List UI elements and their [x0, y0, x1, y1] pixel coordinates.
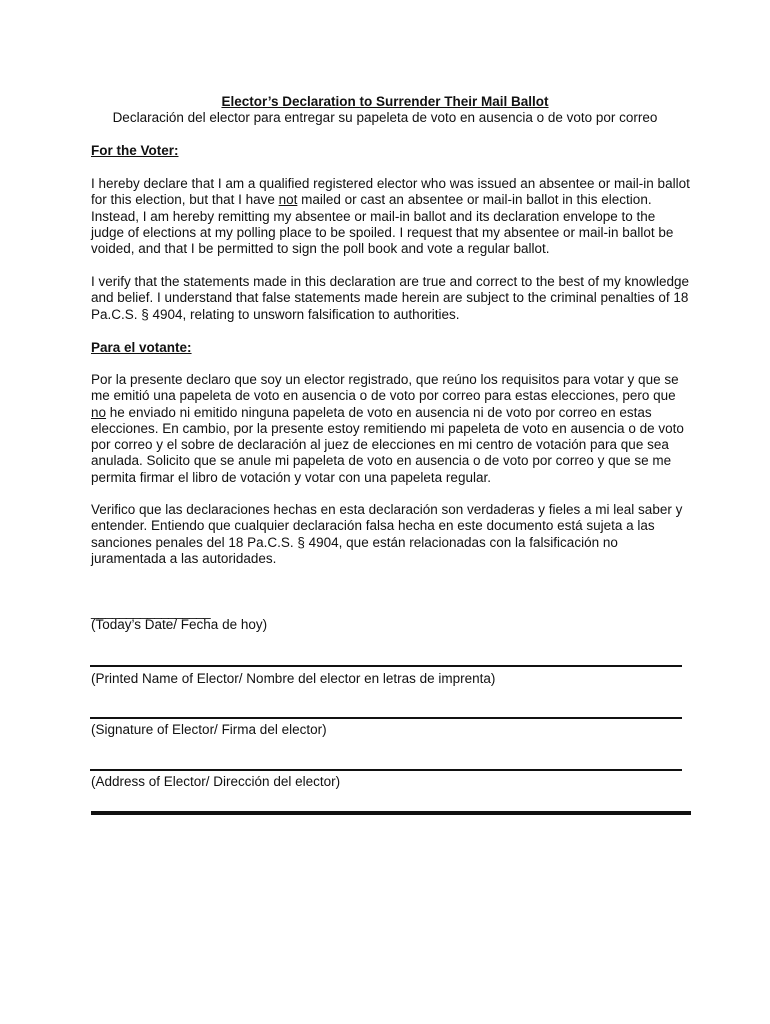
no-emphasis: no: [91, 404, 107, 420]
votante-declaration-text-end: he enviado ni emitido ninguna papeleta de voto en ausencia ni de voto por correo en estas elecciones. En cambio, por la presente estoy remitiendo mi papeleta de voto en ausencia o de voto por correo y el sobre de declaración al juez de elecciones en mi centro de votación para que sea anulada. Solicito que se anule mi papeleta de voto en ausencia o de voto por correo y que se me permita firmar el libro de votación y votar con una papeleta regular.: [91, 404, 684, 485]
not-emphasis: not: [278, 192, 298, 208]
votante-heading: Para el votante:: [91, 340, 192, 355]
voter-heading: For the Voter:: [91, 143, 179, 158]
printed-name-label: (Printed Name of Elector/ Nombre del elector en letras de imprenta): [91, 671, 496, 686]
voter-declaration-text-end: mailed or cast an absentee or mail-in ballot in this election. Instead, I am hereby remitting my absentee or mail-in ballot and its declaration envelope to the judge of elections at my polling place to be spoiled. I request that my absentee or mail-in ballot be voided, and that I be permitted to sign the poll book and vote a regular ballot.: [91, 192, 674, 257]
votante-declaration-paragraph: [91, 372, 691, 486]
date-blank-line[interactable]: _________________: [91, 604, 211, 619]
voter-declaration-text-start: I hereby declare that I am a qualified registered elector who was issued an absentee or mail-in ballot for this election, but that I have: [91, 176, 690, 208]
voter-declaration-paragraph: [91, 176, 691, 257]
votante-declaration-text-start: Por la presente declaro que soy un elector registrado, que reúno los requisitos para votar y que se me emitió una papeleta de voto en ausencia o de voto por correo para estas elecciones, pero que: [91, 372, 679, 404]
address-line[interactable]: [90, 769, 682, 771]
address-label: (Address of Elector/ Dirección del elector): [91, 774, 341, 789]
date-label: (Today’s Date/ Fecha de hoy): [91, 617, 268, 632]
signature-label: (Signature of Elector/ Firma del elector): [91, 722, 327, 737]
document-subtitle: Declaración del elector para entregar su papeleta de voto en ausencia o de voto por correo: [112, 110, 658, 125]
document-title: Elector’s Declaration to Surrender Their Mail Ballot: [221, 94, 549, 109]
printed-name-line[interactable]: [90, 665, 682, 667]
voter-verification-paragraph: I verify that the statements made in this declaration are true and correct to the best of my knowledge and belief. I understand that false statements made herein are subject to the criminal penalties of 18 Pa.C.S. § 4904, relating to unsworn falsification to authorities.: [91, 274, 690, 322]
votante-verification-paragraph: Verifico que las declaraciones hechas en esta declaración son verdaderas y fieles a mi leal saber y entender. Entiendo que cualquier declaración falsa hecha en este documento está sujeta a las sanciones penales del 18 Pa.C.S. § 4904, que están relacionadas con la falsificación no juramentada a las autoridades.: [91, 502, 683, 566]
bottom-rule: [91, 811, 691, 815]
signature-line[interactable]: [90, 717, 682, 719]
